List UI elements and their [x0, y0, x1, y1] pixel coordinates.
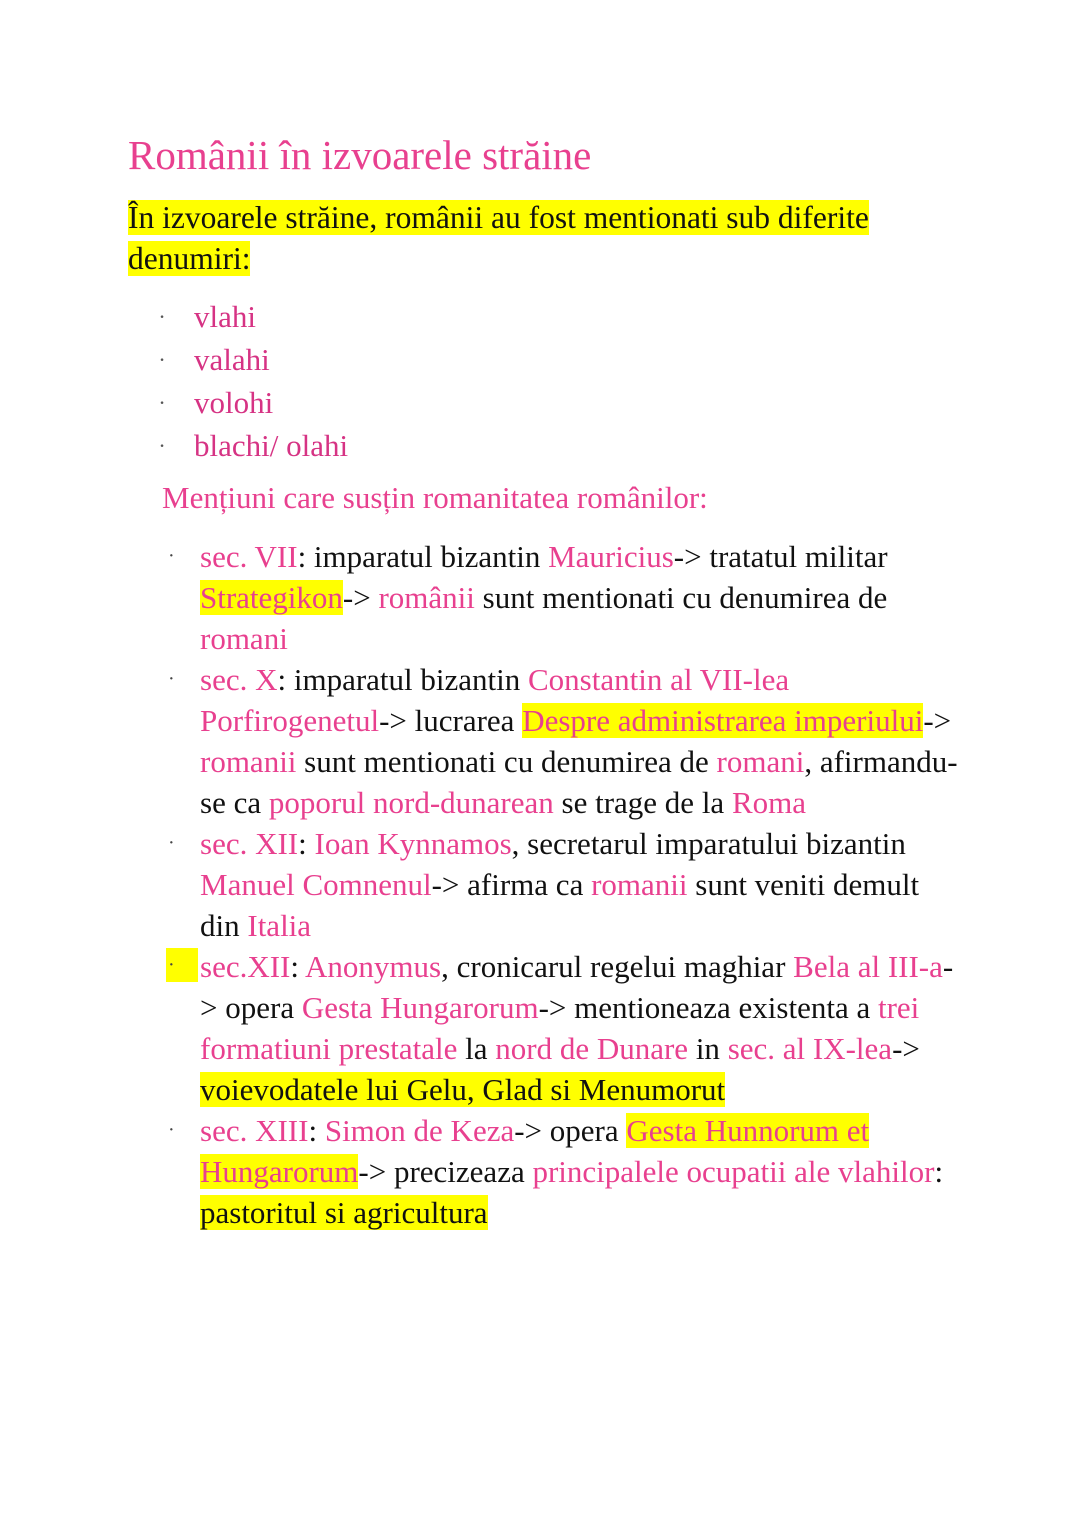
text-segment: sec. X — [200, 662, 278, 697]
text-segment: sec.XII — [200, 949, 291, 984]
text-segment: sunt mentionati cu denumirea de — [474, 580, 888, 615]
text-segment: românii — [378, 580, 475, 615]
bullet-icon: · — [158, 390, 166, 415]
text-segment: , secretarul imparatului bizantin — [511, 826, 906, 861]
text-segment: -> afirma ca — [431, 867, 592, 902]
text-segment: sec. VII — [200, 539, 298, 574]
text-segment: sunt mentionati cu denumirea de — [296, 744, 717, 779]
mention-item — [166, 946, 966, 1110]
highlighted-text: Strategikon — [200, 580, 343, 615]
text-segment: -> opera — [200, 949, 954, 1025]
text-segment: romanii — [591, 867, 688, 902]
text-segment: : imparatul bizantin — [277, 662, 528, 697]
bullet-icon: · — [158, 304, 166, 329]
text-segment: -> — [923, 703, 952, 738]
highlighted-text: Gesta Hunnorum et Hungarorum — [200, 1113, 870, 1189]
text-segment: romanii — [200, 744, 297, 779]
bullet-icon: · — [158, 433, 166, 458]
text-segment: : imparatul bizantin — [297, 539, 549, 574]
text-segment: Roma — [731, 785, 807, 820]
text-segment: Mauricius — [548, 539, 674, 574]
text-segment: -> mentioneaza existenta a — [538, 990, 878, 1025]
text-segment: la — [457, 1031, 496, 1066]
text-segment: sec. XIII — [200, 1113, 309, 1148]
text-segment: principalele ocupatii ale vlahilor — [532, 1154, 935, 1189]
text-segment: -> precizeaza — [358, 1154, 533, 1189]
text-segment: Manuel Comnenul — [200, 867, 432, 902]
text-segment: Bela al III-a — [793, 949, 943, 984]
list-item-text: volohi — [194, 385, 274, 420]
bullet-icon: · — [168, 832, 175, 854]
mention-item — [166, 659, 966, 823]
text-segment: romani — [200, 621, 288, 656]
page-title: Românii în izvoarele străine — [128, 132, 592, 178]
text-segment: : — [934, 1154, 944, 1189]
list-item — [152, 424, 348, 467]
list-item-text: valahi — [194, 342, 270, 377]
bullet-icon: · — [168, 1119, 175, 1141]
text-segment: Ioan Kynnamos — [314, 826, 512, 861]
names-list — [152, 295, 348, 467]
mentions-list — [166, 536, 966, 1233]
text-segment: -> lucrarea — [379, 703, 523, 738]
text-segment: sunt veniti demult din — [200, 867, 920, 943]
text-segment: : — [290, 949, 306, 984]
text-segment: Gesta Hungarorum — [301, 990, 539, 1025]
text-segment: in — [688, 1031, 728, 1066]
intro-paragraph — [128, 197, 928, 279]
text-segment: -> tratatul militar — [673, 539, 888, 574]
text-segment: trei formatiuni prestatale — [200, 990, 920, 1066]
text-segment: se trage de la — [553, 785, 732, 820]
list-item — [152, 295, 348, 338]
bullet-icon: · — [166, 948, 198, 982]
list-item — [152, 338, 348, 381]
text-segment: : — [308, 1113, 325, 1148]
text-segment: , afirmandu-se ca — [200, 744, 958, 820]
bullet-icon: · — [158, 347, 166, 372]
mention-item — [166, 536, 966, 659]
text-segment: romani — [716, 744, 805, 779]
list-item-text: blachi/ olahi — [194, 428, 349, 463]
highlighted-text: voievodatele lui Gelu, Glad si Menumorut — [200, 1072, 726, 1107]
mention-item — [166, 823, 966, 946]
text-segment: Anonymus — [305, 949, 442, 984]
intro-text: În izvoarele străine, românii au fost mentionati sub diferite denumiri: — [128, 200, 869, 276]
text-segment: : — [298, 826, 315, 861]
highlighted-text: Despre administrarea imperiului — [522, 703, 924, 738]
list-item — [152, 381, 348, 424]
text-segment: sec. al IX-lea — [727, 1031, 893, 1066]
section-subheading: Mențiuni care susțin romanitatea românilor: — [162, 480, 708, 515]
bullet-icon: · — [168, 545, 175, 567]
text-segment: Italia — [247, 908, 312, 943]
text-segment: Simon de Keza — [324, 1113, 515, 1148]
bullet-icon: · — [168, 668, 175, 690]
text-segment: , cronicarul regelui maghiar — [441, 949, 794, 984]
mention-item — [166, 1110, 966, 1233]
list-item-text: vlahi — [194, 299, 256, 334]
text-segment: poporul nord-dunarean — [268, 785, 554, 820]
text-segment: sec. XII — [200, 826, 299, 861]
text-segment: Constantin al VII-lea Porfirogenetul — [200, 662, 790, 738]
text-segment: -> — [342, 580, 379, 615]
text-segment: -> opera — [514, 1113, 627, 1148]
highlighted-text: pastoritul si agricultura — [200, 1195, 488, 1230]
text-segment: -> — [892, 1031, 920, 1066]
text-segment: nord de Dunare — [495, 1031, 689, 1066]
